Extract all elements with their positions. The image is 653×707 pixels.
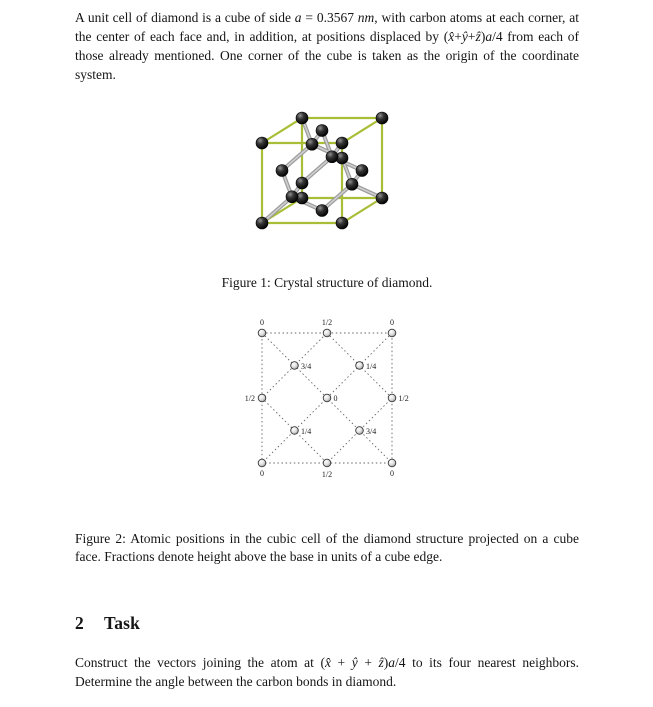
height-label: 0 [260, 317, 264, 327]
math-unit-nm: nm [357, 10, 375, 25]
height-label: 0 [260, 468, 264, 478]
atom [296, 177, 308, 189]
atom [276, 164, 288, 176]
text-segment: ) [383, 655, 389, 671]
height-label: 0 [390, 317, 394, 327]
diamond-3d-structure-figure [247, 101, 407, 246]
math-var-xhat: x̂ [448, 28, 455, 44]
math-var-a: a [485, 28, 493, 44]
atom [258, 329, 266, 337]
atom [326, 150, 338, 162]
atom [356, 426, 364, 434]
height-label: 0 [390, 468, 394, 478]
math-var-yhat: ŷ [351, 655, 358, 671]
atom [376, 192, 388, 204]
section-heading [75, 613, 579, 634]
height-label: 1/2 [321, 317, 333, 327]
atom [291, 426, 299, 434]
atom [256, 217, 268, 229]
atom [388, 329, 396, 337]
math-var-zhat: ẑ [378, 655, 384, 671]
atom [388, 459, 396, 467]
atom [256, 137, 268, 149]
atom [316, 204, 328, 216]
atom [258, 459, 266, 467]
math-var-zhat: ẑ [475, 28, 481, 44]
height-label: 1/2 [244, 393, 255, 403]
atom [388, 394, 396, 402]
atom [291, 361, 299, 369]
math-var-yhat: ŷ [461, 28, 468, 44]
task-paragraph [75, 654, 579, 692]
atom [356, 164, 368, 176]
atom [258, 394, 266, 402]
text-segment: /4 from each of those already mentioned. One corner of the cube is taken as the origin of the coordinate system. [75, 28, 580, 82]
figure-1 [75, 101, 579, 251]
height-label: 1/2 [398, 393, 409, 403]
atom [316, 124, 328, 136]
intro-paragraph [75, 9, 579, 85]
text-segment: A unit cell of diamond is a cube of side [75, 10, 295, 25]
text-segment: + [467, 28, 476, 44]
math-var-xhat: x̂ [324, 655, 331, 671]
height-label: 3/4 [301, 361, 312, 371]
math-var-a: a [388, 655, 396, 671]
height-label: 1/2 [321, 469, 333, 479]
diamond-projection-figure [226, 315, 428, 491]
atom [346, 178, 358, 190]
text-segment: /4 to its four nearest neighbors. Determine the angle between the carbon bonds in diamond. [75, 655, 579, 690]
text-segment: = 0.3567 [301, 10, 358, 25]
section-number: 2 [75, 613, 84, 634]
atom [286, 190, 298, 202]
atom [323, 329, 331, 337]
atom [356, 361, 364, 369]
height-label: 1/4 [301, 426, 312, 436]
atom [306, 138, 318, 150]
atom [336, 217, 348, 229]
figure-2-caption: Figure 2: Atomic positions in the cubic cell of the diamond structure projected on a cube face. Fractions denote height above the base in units of a cube edge. [75, 530, 579, 565]
figure-2 [75, 315, 579, 496]
text-segment: , with carbon atoms at each corner, at the center of each face and, in addition, at positions displaced by ( [75, 10, 580, 44]
figure-1-caption: Figure 1: Crystal structure of diamond. [221, 274, 433, 290]
atom [323, 459, 331, 467]
atom [376, 112, 388, 124]
text-segment: Construct the vectors joining the atom at ( [75, 655, 325, 671]
height-label: 3/4 [366, 426, 377, 436]
text-segment: ) [480, 28, 486, 44]
text-segment: + [357, 655, 379, 671]
atom [336, 137, 348, 149]
height-label: 0 [333, 393, 338, 403]
text-segment: + [330, 655, 352, 671]
atom [296, 112, 308, 124]
text-segment: + [454, 28, 462, 44]
height-label: 1/4 [366, 361, 377, 371]
section-title: Task [103, 613, 141, 634]
math-var-a: a [294, 10, 302, 25]
atom [323, 394, 331, 402]
